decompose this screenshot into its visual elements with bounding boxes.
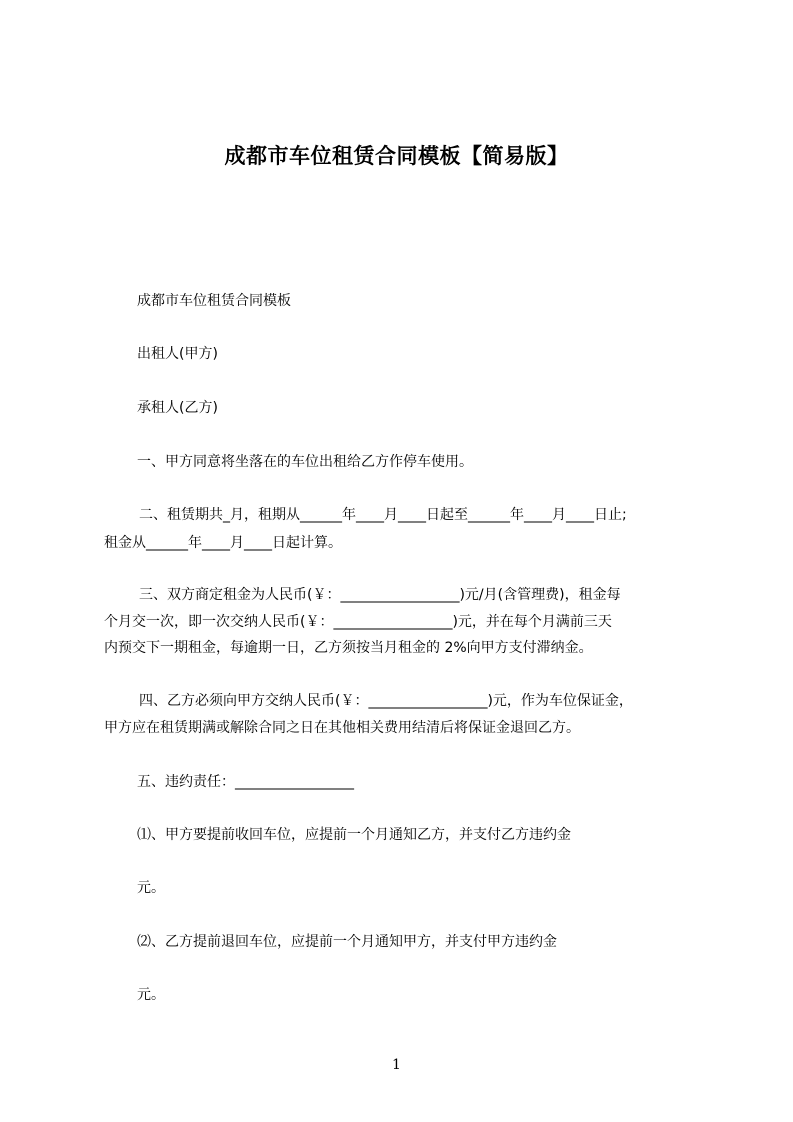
clause-2-line-2: 租金从______年____月____日起计算。 — [104, 535, 342, 551]
document-title: 成都市车位租赁合同模板【简易版】 — [224, 144, 569, 168]
lessor-line: 出租人(甲方) — [137, 346, 218, 362]
clause-1: 一、甲方同意将坐落在的车位出租给乙方作停车使用。 — [137, 454, 473, 470]
clause-3-line-2: 个月交一次，即一次交纳人民币(￥：_________________)元，并在每个月满前三天 — [104, 614, 612, 630]
clause-3-line-3: 内预交下一期租金，每逾期一日，乙方须按当月租金的 2%向甲方支付滞纳金。 — [104, 640, 593, 656]
clause-4-line-1: 四、乙方必须向甲方交纳人民币(￥：_________________)元，作为车位保证金， — [139, 693, 633, 709]
clause-5-item-2: ⑵、乙方提前退回车位，应提前一个月通知甲方，并支付甲方违约金 — [137, 934, 557, 950]
lessee-line: 承租人(乙方) — [137, 400, 218, 416]
page-number: 1 — [392, 1057, 401, 1073]
clause-5-item-1: ⑴、甲方要提前收回车位，应提前一个月通知乙方，并支付乙方违约金 — [137, 827, 571, 843]
subtitle-line: 成都市车位租赁合同模板 — [137, 293, 291, 309]
clause-2-line-1: 二、租赁期共_月，租期从______年____月____日起至______年____月____日止; — [139, 507, 627, 523]
clause-3-line-1: 三、双方商定租金为人民币(￥：_________________)元/月(含管理费)，租金每 — [139, 587, 621, 603]
clause-5: 五、违约责任：_________________ — [137, 774, 354, 790]
clause-5-item-2-end: 元。 — [137, 987, 165, 1003]
clause-4-line-2: 甲方应在租赁期满或解除合同之日在其他相关费用结清后将保证金退回乙方。 — [104, 720, 580, 736]
clause-5-item-1-end: 元。 — [137, 880, 165, 896]
